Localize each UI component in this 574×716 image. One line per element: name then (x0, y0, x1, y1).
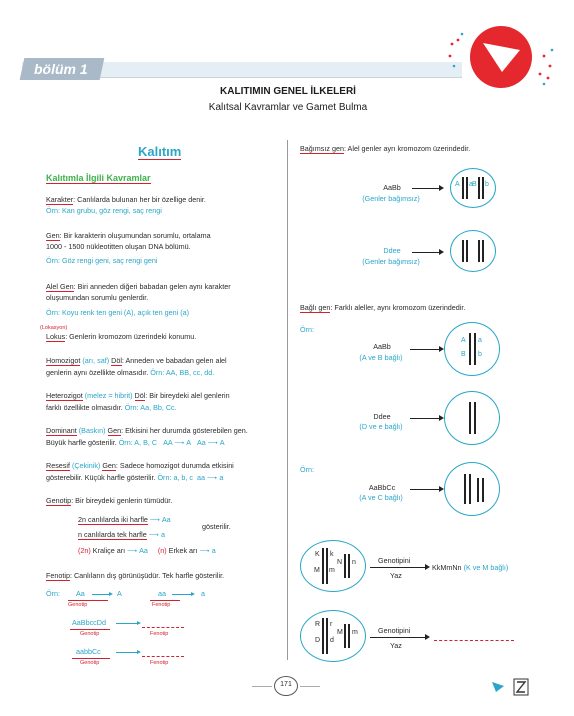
resesif-line (46, 461, 234, 471)
footer-wing-right (300, 686, 320, 687)
chromosome-cell-6 (300, 540, 366, 592)
fenotip-underline4 (72, 658, 110, 659)
allele-label: b (485, 181, 489, 188)
chromosome (469, 333, 471, 365)
dominant-text: : Etkisini her durumda gösterebilen gen. (121, 426, 248, 435)
genotip-term: Genotip (46, 496, 72, 505)
alel-term: Alel Gen (46, 282, 74, 291)
genotip-r2: n canlılarda tek harfle (78, 530, 147, 539)
dominant-text2: Büyük harfle gösterilir. (46, 438, 117, 447)
arrow-right-icon: ⟶ (148, 530, 160, 539)
chromosome (344, 624, 346, 648)
chromosome (326, 618, 328, 654)
gen-text: : Bir karakterin oluşumundan sorumlu, ortalama (59, 231, 211, 240)
fenotip-arrow2-head (191, 592, 195, 596)
chromosome (474, 333, 476, 365)
chromosome (464, 474, 466, 504)
dominant-ex-aa: AA (163, 438, 173, 447)
fenotip-blank4 (142, 656, 184, 657)
chromosome-cell-3 (444, 322, 500, 376)
chromosome (348, 554, 350, 578)
allele-label: m (329, 567, 335, 574)
lokus-text: : Genlerin kromozom üzerindeki konumu. (65, 332, 197, 341)
arrow-2-head (439, 249, 444, 255)
karakter-example: Örn: Kan grubu, göz rengi, saç rengi (46, 206, 162, 215)
fenotip-p1: A (117, 589, 122, 598)
column-divider (287, 140, 288, 660)
allele-label: a (469, 181, 473, 188)
allele-label: B (472, 181, 477, 188)
bagli-ex1: AaBb (373, 342, 391, 351)
arrow-6-head (425, 564, 430, 570)
allele-label: A (461, 337, 466, 344)
chapter-label: bölüm 1 (34, 61, 88, 77)
bagli-text: : Farklı aleller, aynı kromozom üzerindedir. (330, 303, 466, 312)
allele-label: K (315, 551, 320, 558)
homozigot-text: : Anneden ve babadan gelen alel (121, 356, 227, 365)
dominant-term2: Gen (107, 426, 122, 435)
footer-wing-left (252, 686, 272, 687)
fenotip-underline1 (68, 600, 108, 601)
bagli-orn2: Örn: (300, 465, 314, 474)
heterozigot-line (46, 391, 230, 401)
chromosome (326, 548, 328, 584)
resesif-ex-a: a (219, 473, 224, 482)
resesif-term: Resesif (46, 461, 70, 470)
fenotip-orn: Örn: (46, 589, 60, 598)
fenotip-arrow4-head (137, 650, 141, 654)
arrow-7 (370, 637, 426, 638)
footer-logo-icon (490, 676, 530, 698)
fenotip-arrow3 (116, 623, 138, 624)
dominant-line (46, 426, 248, 436)
chromosome-cell-1 (450, 168, 496, 208)
arrow-right-icon: ⟶ (199, 546, 210, 555)
genotip-r3b: Kraliçe arı (92, 546, 126, 555)
chromosome (466, 177, 468, 199)
heterozigot-text2: farklı özellikte olmasıdır. (46, 403, 123, 412)
decorative-dots (440, 26, 560, 96)
genotip-r1: 2n canlılarda iki harfle (78, 515, 148, 524)
chromosome (466, 240, 468, 262)
genotip-r3e: Erkek arı (168, 546, 198, 555)
dominant-ex-a: A (186, 438, 191, 447)
fenotip-arrow1 (92, 594, 110, 595)
section-subheading: Kalıtımla İlgili Kavramlar (46, 173, 151, 183)
resesif-line2 (46, 473, 223, 483)
chromosome (482, 177, 484, 199)
heterozigot-line2 (46, 403, 177, 413)
homozigot-note: (arı, saf) (82, 356, 110, 365)
bagli-title: Bağlı gen (300, 303, 331, 312)
fenotip-arrow4 (116, 652, 138, 653)
arrow-right-icon: ⟶ (174, 438, 185, 447)
gen-term: Gen (46, 231, 60, 240)
section-heading: Kalıtım (138, 144, 182, 159)
chromosome (348, 624, 350, 648)
genotipi1-answer (432, 563, 508, 573)
lokus-line (46, 332, 196, 342)
bagli-ex2: Ddee (373, 412, 391, 421)
bagimsiz-ex1: AaBb (383, 183, 401, 192)
chromosome (462, 240, 464, 262)
homozigot-term2: Döl (111, 356, 122, 365)
homozigot-line2 (46, 368, 214, 378)
chromosome-cell-2 (450, 230, 496, 272)
dominant-term: Dominant (46, 426, 77, 435)
heterozigot-example: Örn: Aa, Bb, Cc. (124, 403, 177, 412)
dominant-ex-aa2: Aa (197, 438, 206, 447)
arrow-3 (410, 349, 440, 350)
chromosome (477, 478, 479, 502)
chromosome-cell-4 (444, 391, 500, 445)
fenotip-glabel3: Genotip (80, 660, 100, 666)
fenotip-underline3 (70, 629, 110, 630)
genotipi1-note: (K ve M bağlı) (463, 563, 509, 572)
chromosome (322, 618, 324, 654)
lokus-note: (Lokasyon) (40, 325, 68, 331)
resesif-text2: gösterebilir. Küçük harfle gösterilir. (46, 473, 156, 482)
fenotip-underline2 (150, 600, 180, 601)
fenotip-glabel2: Genotip (80, 631, 100, 637)
chromosome-cell-7 (300, 610, 366, 662)
genotip-line (46, 496, 172, 506)
fenotip-g4: aabbCc (76, 647, 101, 656)
alel-text: : Biri anneden diğeri babadan gelen aynı karakter (73, 282, 231, 291)
homozigot-line (46, 356, 227, 366)
resesif-term2: Gen (102, 461, 116, 470)
dominant-note: (Baskın) (78, 426, 106, 435)
heterozigot-term: Heterozigot (46, 391, 83, 400)
genotip-shown: gösterilir. (202, 522, 231, 531)
fenotip-text: : Canlıların dış görünüşüdür. Tek harfle gösterilir. (69, 571, 225, 580)
arrow-1 (412, 188, 440, 189)
page-subtitle: Kalıtsal Kavramlar ve Gamet Bulma (208, 102, 368, 113)
arrow-6 (370, 567, 426, 568)
resesif-example: Örn: a, b, c (157, 473, 194, 482)
fenotip-flabel1: Fenotip (152, 602, 171, 608)
arrow-2 (412, 252, 440, 253)
arrow-4 (410, 418, 440, 419)
allele-label: k (330, 551, 334, 558)
arrow-right-icon: ⟶ (149, 515, 161, 524)
karakter-text: : Canlılarda bulunan her bir özellige denir. (73, 195, 206, 204)
heterozigot-text: : Bir bireydeki alel genlerin (145, 391, 230, 400)
allele-label: M (337, 629, 343, 636)
gen-line2: 1000 - 1500 nükleotitten oluşan DNA bölümü. (46, 242, 191, 251)
bagimsiz-line (300, 144, 470, 154)
bagli-line (300, 303, 465, 313)
allele-label: n (352, 559, 356, 566)
fenotip-blank3 (142, 627, 184, 628)
genotip-r1a: Aa (161, 515, 171, 524)
genotipi2-label: Genotipini (378, 626, 411, 635)
bagimsiz-ex1-note: (Genler bağımsız) (362, 194, 420, 203)
heterozigot-term2: Döl (134, 391, 146, 400)
chromosome (478, 177, 480, 199)
resesif-text: : Sadece homozigot durumda etkisini (115, 461, 234, 470)
genotip-r3f: a (211, 546, 216, 555)
genotip-row3 (78, 546, 216, 556)
arrow-5 (410, 489, 440, 490)
genotip-text: : Bir bireydeki genlerin tümüdür. (71, 496, 173, 505)
genotipi2-yaz: Yaz (390, 641, 402, 650)
page-title: KALITIMIN GENEL İLKELERİ (220, 86, 356, 97)
arrow-7-head (425, 634, 430, 640)
allele-label: D (315, 637, 321, 644)
allele-label: m (352, 629, 358, 636)
genotip-r3d: (n) (157, 546, 167, 555)
genotipi1-label: Genotipini (378, 556, 411, 565)
alel-example: Örn: Koyu renk ten geni (A), açık ten geni (a) (46, 308, 190, 317)
chromosome (478, 240, 480, 262)
genotip-r2a: a (161, 530, 166, 539)
fenotip-g2: aa (158, 589, 166, 598)
gen-line (46, 231, 211, 241)
genotip-row2 (78, 530, 165, 540)
alel-line2: oluşumundan sorumlu genlerdir. (46, 293, 149, 302)
allele-label: a (478, 337, 482, 344)
bagli-ex3: AaBbCc (368, 483, 396, 492)
bagli-ex1-note: (A ve B bağlı) (359, 353, 403, 362)
arrow-right-icon: ⟶ (207, 473, 218, 482)
fenotip-flabel2: Fenotip (150, 631, 169, 637)
alel-line (46, 282, 231, 292)
bagli-ex3-note: (A ve C bağlı) (359, 493, 403, 502)
fenotip-line (46, 571, 224, 581)
dominant-example: Örn: A, B, C (118, 438, 158, 447)
gen-example: Örn: Göz rengi geni, saç rengi geni (46, 256, 158, 265)
allele-label: d (330, 637, 334, 644)
fenotip-p2: a (201, 589, 205, 598)
bagimsiz-ex2-note: (Genler bağımsız) (362, 257, 420, 266)
fenotip-arrow3-head (137, 621, 141, 625)
genotipi1-result: KkMmNn (432, 563, 462, 572)
homozigot-example: Örn: AA, BB, cc, dd. (150, 368, 215, 377)
arrow-right-icon: ⟶ (207, 438, 219, 447)
fenotip-g1: Aa (76, 589, 85, 598)
fenotip-arrow2 (172, 594, 192, 595)
arrow-right-icon: ⟶ (127, 546, 138, 555)
fenotip-g3: AaBbccDd (72, 618, 106, 627)
chromosome (322, 548, 324, 584)
heterozigot-note: (melez = hibrit) (84, 391, 133, 400)
genotip-r3c: Aa (139, 546, 148, 555)
allele-label: M (314, 567, 320, 574)
chromosome (469, 402, 471, 434)
bagimsiz-ex2: Ddee (383, 246, 401, 255)
genotipi1-yaz: Yaz (390, 571, 402, 580)
chromosome (344, 554, 346, 578)
bagli-orn: Örn: (300, 325, 314, 334)
allele-label: R (315, 621, 321, 628)
arrow-1-head (439, 185, 444, 191)
chromosome (469, 474, 471, 504)
bagimsiz-title: Bağımsız gen (300, 144, 344, 153)
karakter-line (46, 195, 206, 205)
fenotip-term: Fenotip (46, 571, 70, 580)
allele-label: A (455, 181, 460, 188)
bagimsiz-text: : Alel genler ayrı kromozom üzerindedir. (343, 144, 471, 153)
genotip-row1 (78, 515, 171, 525)
chromosome (462, 177, 464, 199)
lokus-term: Lokus (46, 332, 66, 341)
chromosome (474, 402, 476, 434)
chromosome (482, 240, 484, 262)
fenotip-arrow1-head (109, 592, 113, 596)
homozigot-text2: genlerin aynı özellikte olmasıdır. (46, 368, 149, 377)
allele-label: b (478, 351, 482, 358)
resesif-note: (Çekinik) (71, 461, 101, 470)
allele-label: B (461, 351, 466, 358)
chromosome (482, 478, 484, 502)
page-number: 171 (280, 681, 292, 688)
homozigot-term: Homozigot (46, 356, 81, 365)
genotip-r3a: (2n) (78, 546, 91, 555)
fenotip-flabel3: Fenotip (150, 660, 169, 666)
resesif-ex-aa: aa (197, 473, 206, 482)
chromosome-cell-5 (444, 462, 500, 516)
allele-label: r (330, 621, 333, 628)
dominant-line2 (46, 438, 225, 448)
fenotip-glabel1: Genotip (68, 602, 88, 608)
bagli-ex2-note: (D ve e bağlı) (359, 422, 403, 431)
genotipi2-answer-blank (434, 640, 514, 641)
dominant-ex-a2: A (219, 438, 225, 447)
allele-label: N (337, 559, 343, 566)
karakter-term: Karakter (46, 195, 74, 204)
